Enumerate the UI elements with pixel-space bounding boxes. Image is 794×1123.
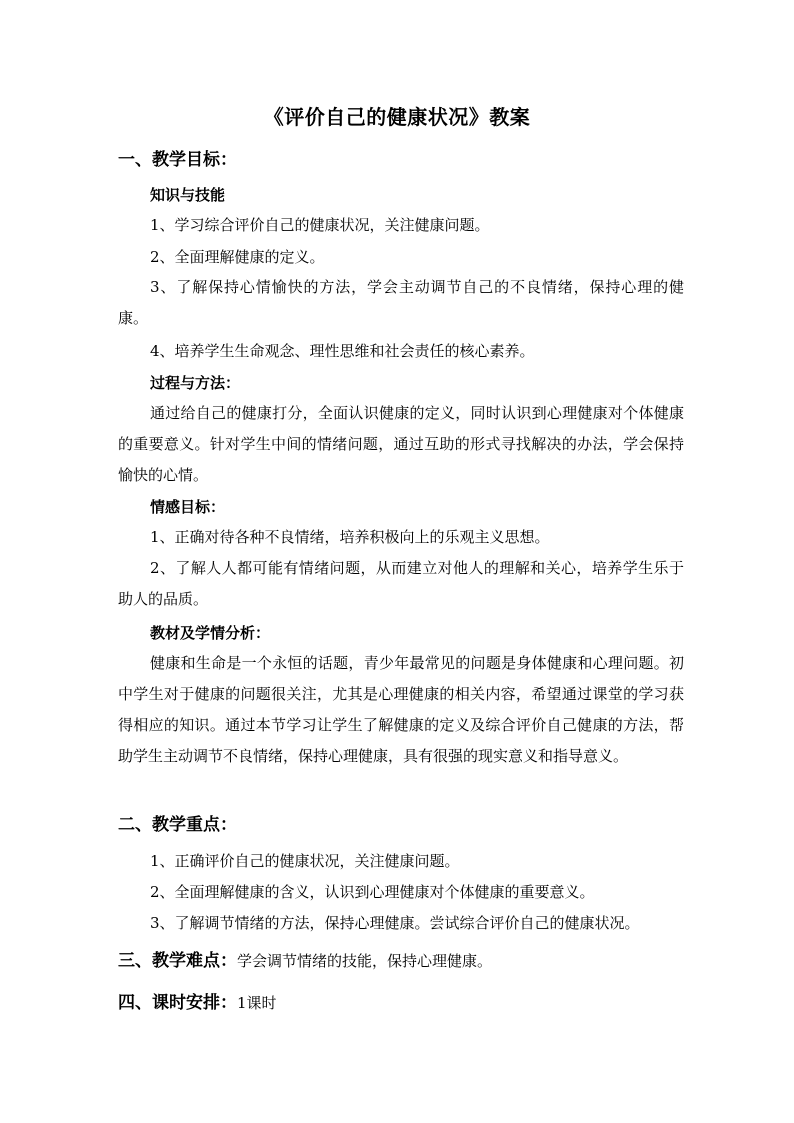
list-item: 2、全面理解健康的含义，认识到心理健康对个体健康的重要意义。	[150, 883, 595, 901]
subheading-emotion: 情感目标：	[150, 498, 226, 516]
list-item: 3、了解调节情绪的方法，保持心理健康。尝试综合评价自己的健康状况。	[150, 914, 640, 932]
list-item: 1、正确评价自己的健康状况，关注健康问题。	[150, 852, 460, 870]
section-heading-label: 四、课时安排：	[118, 993, 237, 1013]
list-item: 1、正确对待各种不良情绪，培养积极向上的乐观主义思想。	[150, 528, 550, 546]
subheading-process: 过程与方法：	[150, 374, 241, 392]
section-inline-text: 学会调节情绪的技能，保持心理健康。	[237, 952, 493, 970]
document-title: 《评价自己的健康状况》教案	[263, 105, 531, 129]
list-item: 1、学习综合评价自己的健康状况，关注健康问题。	[150, 216, 490, 234]
subheading-analysis: 教材及学情分析：	[150, 624, 271, 642]
section-inline-text: 1课时	[237, 994, 277, 1012]
section-heading-schedule	[118, 990, 277, 1016]
section-heading-label: 三、教学难点：	[118, 951, 237, 971]
list-item: 3、了解保持心情愉快的方法，学会主动调节自己的不良情绪，保持心理的健康。	[118, 278, 684, 327]
paragraph-analysis: 健康和生命是一个永恒的话题，青少年最常见的问题是身体健康和心理问题。初中学生对于健康的问题很关注，尤其是心理健康的相关内容，希望通过课堂的学习获得相应的知识。通过本节学习让学生了解健康的定义及综合评价自己健康的方法，帮助学生主动调节不良情绪，保持心理健康，具有很强的现实意义和指导意义。	[118, 654, 684, 765]
list-item: 2、了解人人都可能有情绪问题，从而建立对他人的理解和关心，培养学生乐于助人的品质。	[118, 559, 684, 608]
section-heading-key-points: 二、教学重点：	[118, 815, 237, 835]
section-heading-difficulties	[118, 948, 492, 974]
subheading-knowledge: 知识与技能	[150, 186, 226, 204]
paragraph-process: 通过给自己的健康打分，全面认识健康的定义，同时认识到心理健康对个体健康的重要意义。针对学生中间的情绪问题，通过互助的形式寻找解决的办法，学会保持愉快的心情。	[118, 404, 684, 484]
list-item: 2、全面理解健康的定义。	[150, 248, 325, 266]
list-item: 4、培养学生生命观念、理性思维和社会责任的核心素养。	[150, 342, 535, 360]
section-heading-objectives: 一、教学目标：	[118, 150, 237, 170]
